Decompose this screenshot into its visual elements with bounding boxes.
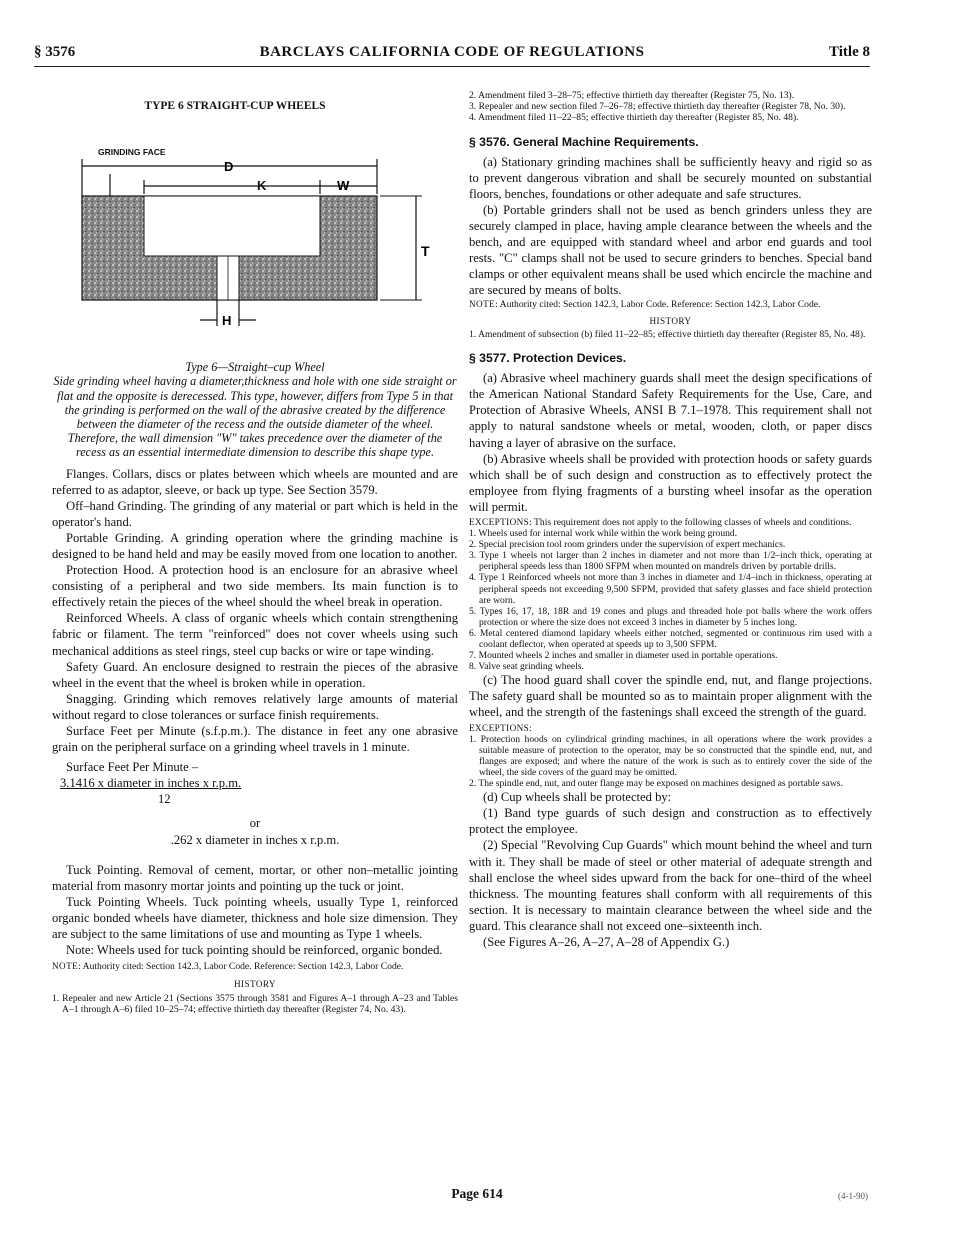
history-item: 1. Repealer and new Article 21 (Sections 3575 through 3581 and Figures A–1 through A–23 and Tables A–1 through A–6) filed 10–25–74; effective thirtieth day thereafter (Register 74, No. 43). — [52, 992, 458, 1015]
dim-h: H — [222, 313, 232, 329]
figure-caption-title: Type 6—Straight–cup Wheel — [185, 360, 325, 375]
left-column — [52, 98, 458, 1015]
exception-item: 5. Types 16, 17, 18, 18R and 19 cones and plugs and threaded hole pot balls where the work offers protection or where the size does not exceed 3 inches in diameter by 5 inches long. — [469, 605, 872, 628]
right-column — [469, 90, 872, 950]
exception-item: 2. The spindle end, nut, and outer flange may be exposed on machines designed as portable saws. — [469, 778, 843, 790]
definition-hood: Protection Hood. A protection hood is an enclosure for an abrasive wheel consisting of a peripheral and two side members. Its main function is to effectively retain the pieces of the wheel should the wheel break in operation. — [52, 563, 458, 610]
definition-offhand: Off–hand Grinding. The grinding of any material or part which is held in the operator's hand. — [52, 498, 458, 529]
history-item: 2. Amendment filed 3–28–75; effective thirtieth day thereafter (Register 75, No. 13). — [469, 90, 795, 101]
wheel-figure — [52, 114, 458, 354]
formula-numerator: 3.1416 x diameter in inches x r.p.m. — [60, 776, 242, 791]
definition-flanges: Flanges. Collars, discs or plates between which wheels are mounted and are referred to as adaptor, sleeve, or back up type. See Section 3579. — [52, 466, 458, 497]
s3577-b: (b) Abrasive wheels shall be provided with protection hoods or safety guards which shall be of such design and construction as to effectively protect the employee from flying fragments of a bursting wheel insofar as the operation will permit. — [469, 451, 872, 514]
definition-portable: Portable Grinding. A grinding operation where the grinding machine is designed to be hand held and may be easily moved from one location to another. — [52, 530, 458, 561]
header-title: BARCLAYS CALIFORNIA CODE OF REGULATIONS — [259, 44, 645, 60]
definition-safety-guard: Safety Guard. An enclosure designed to restrain the pieces of the abrasive wheel in the event that the wheel is broken while in operation. — [52, 659, 458, 690]
exceptions-label: EXCEPTIONS: — [469, 722, 533, 733]
grinding-face-label: GRINDING FACE — [98, 147, 166, 158]
s3577-figures-ref: (See Figures A–26, A–27, A–28 of Appendix G.) — [483, 934, 730, 949]
exception-item: 7. Mounted wheels 2 inches and smaller in diameter used in portable operations. — [469, 650, 778, 662]
formula-denominator: 12 — [158, 792, 171, 807]
s3576-b: (b) Portable grinders shall not be used as bench grinders unless they are securely clamped in place, having ample clearance between the wheels and the bench, and are equipped with standard wheel and arbor end guards and tool rests. "C" clamps shall not be used to secure grinders to benches. Special band clamps or other equivalent means shall be used which encircle the machine and are secured by means of bolts. — [469, 202, 872, 298]
definition-tuck-wheels: Tuck Pointing Wheels. Tuck pointing wheels, usually Type 1, reinforced organic bonded wheels have diameter, thickness and hole size dimension. They are subject to the same limitations of use and mounting as Type 1 wheels. — [52, 894, 458, 942]
header-section: § 3576 — [34, 44, 76, 60]
history-heading: HISTORY — [234, 979, 276, 990]
s3577-d1: (1) Band type guards of such design and construction as to effectively protect the employee. — [469, 806, 872, 837]
definition-reinforced: Reinforced Wheels. A class of organic wheels which contain strengthening fabric or filament. The term "reinforced" does not cover wheels using such mechanical additions as steel rings, steel cup backs or wire or tape winding. — [52, 611, 458, 658]
section-3576-heading: § 3576. General Machine Requirements. — [469, 134, 699, 149]
s3576-note: NOTE: Authority cited: Section 142.3, Labor Code. Reference: Section 142.3, Labor Code. — [469, 298, 821, 310]
formula-alt: .262 x diameter in inches x r.p.m. — [170, 832, 340, 847]
figure-caption-text: Side grinding wheel having a diameter,thickness and hole with one side straight or flat and the opposite is derecessed. This type, however, differs from Type 5 in that the grinding is performed on the wall of the abrasive created by the difference between the diameter of the recess and the outside diameter of the wheel. Therefore, the wall dimension "W" takes precedence over the diameter of the recess as an essential intermediate dimension to describe this shape type. — [53, 374, 457, 460]
s3577-d2: (2) Special "Revolving Cup Guards" which mount behind the wheel and turn with it. They shall be made of steel or other material of adequate strength and shall enclose the wheel sides upward from the back for one–third of the wheel thickness. The mounting features shall conform with all requirements of this section. It is necessary to maintain clearance between the wheel side and the guard. This clearance shall not exceed one–sixteenth inch. — [469, 838, 872, 933]
s3577-d: (d) Cup wheels shall be protected by: — [483, 790, 672, 805]
s3577-a: (a) Abrasive wheel machinery guards shall meet the design specifications of the American National Standard Safety Requirements for the Use, Care, and Protection of Abrasive Wheels, ANSI B 7.1–1978. This requirement shall not apply to natural sandstone wheels or metal, wooden, cloth, or paper discs having a layer of abrasive on the surface. — [469, 371, 872, 450]
definition-snagging: Snagging. Grinding which removes relatively large amounts of material without regard to close tolerances or surface finish requirements. — [52, 691, 458, 722]
dim-w: W — [337, 178, 350, 194]
exception-item: 8. Valve seat grinding wheels. — [469, 661, 584, 673]
history-item: 1. Amendment of subsection (b) filed 11–22–85; effective thirtieth day thereafter (Register 85, No. 48). — [469, 328, 866, 340]
s3576-history-heading: HISTORY — [649, 315, 692, 326]
exception-item: 2. Special precision tool room grinders under the supervision of expert mechanics. — [469, 539, 786, 551]
dim-t: T — [421, 243, 430, 260]
figure-title: TYPE 6 STRAIGHT-CUP WHEELS — [144, 100, 326, 112]
page-number: Page 614 — [451, 1186, 503, 1201]
dim-d: D — [224, 159, 234, 175]
exception-item: 3. Type 1 wheels not larger than 2 inches in diameter and not more than 1/2–inch thick, operating at peripheral speeds less than 1800 SFPM when mounted on mandrels driven by portable drills. — [469, 550, 872, 573]
exception-item: 4. Type 1 Reinforced wheels not more than 3 inches in diameter and 1/4–inch in thickness, operating at peripheral speeds not exceeding 9,500 SFPM, provided that safety glasses and face shield protection are worn. — [469, 572, 872, 606]
authority-note: NOTE: Authority cited: Section 142.3, Labor Code. Reference: Section 142.3, Labor Code. — [52, 961, 404, 973]
header-title-number: Title 8 — [829, 44, 870, 60]
definition-sfpm: Surface Feet per Minute (s.f.p.m.). The distance in feet any one abrasive grain on the peripheral surface on a grinding wheel travels in 1 minute. — [52, 724, 458, 755]
formula-or: or — [249, 816, 261, 831]
page-header — [34, 44, 870, 67]
section-3577-heading: § 3577. Protection Devices. — [469, 351, 627, 366]
s3576-a: (a) Stationary grinding machines shall be sufficiently heavy and rigid so as to prevent dangerous vibration and shall be securely mounted on substantial floors, benches, foundations or other adequate and safe structures. — [469, 154, 872, 201]
history-item: 4. Amendment filed 11–22–85; effective thirtieth day thereafter (Register 85, No. 48). — [469, 112, 799, 124]
definition-tuck-pointing: Tuck Pointing. Removal of cement, mortar, or other non–metallic jointing material from masonry mortar joints and pointing up the tuck or joint. — [52, 862, 458, 893]
tuck-note: Note: Wheels used for tuck pointing should be reinforced, organic bonded. — [66, 943, 443, 958]
formula-label: Surface Feet Per Minute – — [66, 760, 199, 775]
s3577-c: (c) The hood guard shall cover the spindle end, nut, and flange projections. The safety guard shall be mounted so as to maintain proper alignment with the wheel, and the strength of the fastenings shall exceed the strength of the guard. — [469, 673, 872, 720]
page-date: (4-1-90) — [838, 1191, 868, 1201]
exception-item: 1. Wheels used for internal work while within the work being ground. — [469, 528, 738, 540]
exceptions-intro: EXCEPTIONS: This requirement does not apply to the following classes of wheels and conditions. — [469, 516, 852, 528]
history-item: 3. Repealer and new section filed 7–26–78; effective thirtieth day thereafter (Register 78, No. 30). — [469, 101, 846, 113]
exception-item: 1. Protection hoods on cylindrical grinding machines, in all operations where the work provides a suitable measure of protection to the operator, may be so constructed that the spindle end, nut, and flanges are exposed; and where the nature of the work is such as to entirely cover the side of the wheel, the side covers of the guard may be omitted. — [469, 733, 872, 778]
exception-item: 6. Metal centered diamond lapidary wheels either notched, segmented or continuous rim used with a coolant deflector, when operated at speeds up to 3,500 SFPM. — [469, 627, 872, 651]
dim-k: K — [257, 178, 267, 194]
